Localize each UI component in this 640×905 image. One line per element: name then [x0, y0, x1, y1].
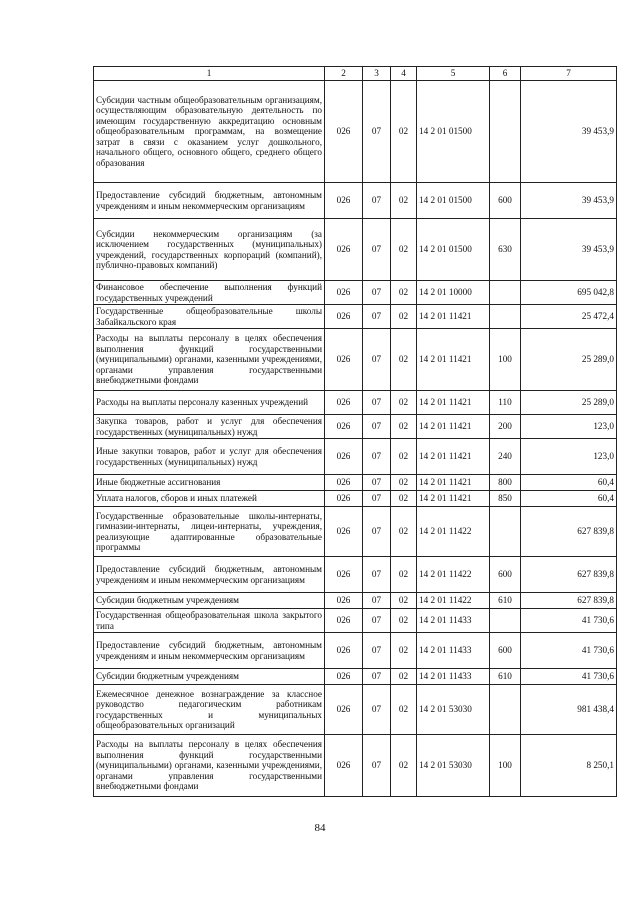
- row-expense-type-cell: [490, 305, 521, 329]
- row-target-article-cell: 14 2 01 01500: [417, 219, 490, 281]
- row-section-cell: 07: [363, 491, 391, 507]
- table-row: [94, 391, 617, 415]
- row-amount-cell: 25 289,0: [521, 391, 617, 415]
- row-grbs-cell: 026: [325, 281, 363, 305]
- row-subsection-cell: 02: [391, 219, 417, 281]
- row-name-cell: Государственные общеобразовательные школы Забайкальского края: [94, 305, 325, 329]
- row-subsection-cell: 02: [391, 183, 417, 219]
- row-expense-type-cell: 100: [490, 735, 521, 797]
- row-subsection-cell: 02: [391, 475, 417, 491]
- row-amount-cell: 695 042,8: [521, 281, 617, 305]
- row-expense-type-cell: [490, 609, 521, 633]
- table-row: [94, 305, 617, 329]
- row-name-cell: Субсидии бюджетным учреждениям: [94, 669, 325, 685]
- row-name-cell: Уплата налогов, сборов и иных платежей: [94, 491, 325, 507]
- row-grbs-cell: 026: [325, 557, 363, 593]
- row-name-cell: Предоставление субсидий бюджетным, автономным учреждениям и иным некоммерческим организациям: [94, 557, 325, 593]
- table-row: [94, 685, 617, 735]
- row-name-cell: Расходы на выплаты персоналу казенных учреждений: [94, 391, 325, 415]
- row-amount-cell: 627 839,8: [521, 507, 617, 557]
- row-subsection-cell: 02: [391, 491, 417, 507]
- table-row: [94, 81, 617, 183]
- row-section-cell: 07: [363, 281, 391, 305]
- row-target-article-cell: 14 2 01 11421: [417, 491, 490, 507]
- row-section-cell: 07: [363, 609, 391, 633]
- row-subsection-cell: 02: [391, 633, 417, 669]
- row-target-article-cell: 14 2 01 11421: [417, 391, 490, 415]
- row-name-cell: Предоставление субсидий бюджетным, автономным учреждениям и иным некоммерческим организациям: [94, 633, 325, 669]
- row-grbs-cell: 026: [325, 633, 363, 669]
- row-name-cell: Иные бюджетные ассигнования: [94, 475, 325, 491]
- row-subsection-cell: 02: [391, 669, 417, 685]
- row-target-article-cell: 14 2 01 11421: [417, 305, 490, 329]
- row-expense-type-cell: 110: [490, 391, 521, 415]
- row-expense-type-cell: 850: [490, 491, 521, 507]
- row-name-cell: Расходы на выплаты персоналу в целях обеспечения выполнения функций государственными (муниципальными) органами, казенными учреждениями, органами управления государственными внебюджетными фондами: [94, 329, 325, 391]
- row-target-article-cell: 14 2 01 53030: [417, 685, 490, 735]
- table-row: [94, 609, 617, 633]
- header-col-7: 7: [521, 67, 617, 81]
- table-row: [94, 415, 617, 439]
- row-target-article-cell: 14 2 01 53030: [417, 735, 490, 797]
- row-section-cell: 07: [363, 219, 391, 281]
- row-expense-type-cell: 610: [490, 669, 521, 685]
- row-amount-cell: 25 472,4: [521, 305, 617, 329]
- row-amount-cell: 123,0: [521, 439, 617, 475]
- row-name-cell: Государственные образовательные школы-интернаты, гимназии-интернаты, лицеи-интернаты, учреждения, реализующие адаптированные образовательные программы: [94, 507, 325, 557]
- row-grbs-cell: 026: [325, 183, 363, 219]
- row-target-article-cell: 14 2 01 11421: [417, 475, 490, 491]
- row-expense-type-cell: [490, 81, 521, 183]
- row-amount-cell: 981 438,4: [521, 685, 617, 735]
- row-subsection-cell: 02: [391, 507, 417, 557]
- row-amount-cell: 41 730,6: [521, 633, 617, 669]
- row-section-cell: 07: [363, 305, 391, 329]
- row-name-cell: Иные закупки товаров, работ и услуг для обеспечения государственных (муниципальных) нужд: [94, 439, 325, 475]
- row-expense-type-cell: 630: [490, 219, 521, 281]
- row-grbs-cell: 026: [325, 735, 363, 797]
- row-target-article-cell: 14 2 01 11433: [417, 609, 490, 633]
- row-grbs-cell: 026: [325, 669, 363, 685]
- row-grbs-cell: 026: [325, 391, 363, 415]
- header-col-6: 6: [490, 67, 521, 81]
- row-target-article-cell: 14 2 01 11421: [417, 415, 490, 439]
- row-name-cell: Ежемесячное денежное вознаграждение за классное руководство педагогическим работникам государственных и муниципальных общеобразовательных организаций: [94, 685, 325, 735]
- row-amount-cell: 60,4: [521, 475, 617, 491]
- row-section-cell: 07: [363, 391, 391, 415]
- row-name-cell: Государственная общеобразовательная школа закрытого типа: [94, 609, 325, 633]
- row-section-cell: 07: [363, 475, 391, 491]
- table-row: [94, 557, 617, 593]
- row-name-cell: Предоставление субсидий бюджетным, автономным учреждениям и иным некоммерческим организациям: [94, 183, 325, 219]
- row-target-article-cell: 14 2 01 01500: [417, 81, 490, 183]
- header-col-1: 1: [94, 67, 325, 81]
- table-row: [94, 735, 617, 797]
- row-target-article-cell: 14 2 01 11433: [417, 669, 490, 685]
- row-section-cell: 07: [363, 183, 391, 219]
- row-grbs-cell: 026: [325, 415, 363, 439]
- row-subsection-cell: 02: [391, 609, 417, 633]
- row-amount-cell: 60,4: [521, 491, 617, 507]
- row-grbs-cell: 026: [325, 81, 363, 183]
- row-expense-type-cell: 600: [490, 557, 521, 593]
- header-col-2: 2: [325, 67, 363, 81]
- row-name-cell: Закупка товаров, работ и услуг для обеспечения государственных (муниципальных) нужд: [94, 415, 325, 439]
- row-section-cell: 07: [363, 415, 391, 439]
- row-section-cell: 07: [363, 669, 391, 685]
- row-subsection-cell: 02: [391, 305, 417, 329]
- table-row: [94, 475, 617, 491]
- row-amount-cell: 25 289,0: [521, 329, 617, 391]
- row-grbs-cell: 026: [325, 593, 363, 609]
- row-section-cell: 07: [363, 507, 391, 557]
- row-target-article-cell: 14 2 01 11422: [417, 557, 490, 593]
- row-name-cell: Субсидии частным общеобразовательным организациям, осуществляющим образовательную деятельность по имеющим государственную аккредитацию основным общеобразовательным программам, на возмещение затрат в связи с оказанием услуг дошкольного, начального общего, основного общего, среднего общего образования: [94, 81, 325, 183]
- row-expense-type-cell: [490, 685, 521, 735]
- row-amount-cell: 627 839,8: [521, 557, 617, 593]
- table-body: [94, 81, 617, 797]
- table-row: [94, 507, 617, 557]
- row-amount-cell: 41 730,6: [521, 609, 617, 633]
- row-expense-type-cell: 800: [490, 475, 521, 491]
- row-grbs-cell: 026: [325, 685, 363, 735]
- row-subsection-cell: 02: [391, 415, 417, 439]
- row-amount-cell: 123,0: [521, 415, 617, 439]
- table-row: [94, 281, 617, 305]
- table-row: [94, 439, 617, 475]
- row-expense-type-cell: [490, 507, 521, 557]
- row-subsection-cell: 02: [391, 593, 417, 609]
- row-section-cell: 07: [363, 685, 391, 735]
- row-subsection-cell: 02: [391, 329, 417, 391]
- row-subsection-cell: 02: [391, 81, 417, 183]
- row-expense-type-cell: 600: [490, 183, 521, 219]
- row-section-cell: 07: [363, 439, 391, 475]
- row-section-cell: 07: [363, 81, 391, 183]
- row-subsection-cell: 02: [391, 391, 417, 415]
- header-col-5: 5: [417, 67, 490, 81]
- row-section-cell: 07: [363, 329, 391, 391]
- row-grbs-cell: 026: [325, 305, 363, 329]
- row-subsection-cell: 02: [391, 439, 417, 475]
- row-name-cell: Субсидии бюджетным учреждениям: [94, 593, 325, 609]
- row-expense-type-cell: 200: [490, 415, 521, 439]
- row-section-cell: 07: [363, 557, 391, 593]
- row-name-cell: Финансовое обеспечение выполнения функций государственных учреждений: [94, 281, 325, 305]
- row-target-article-cell: 14 2 01 11422: [417, 593, 490, 609]
- table-row: [94, 491, 617, 507]
- row-subsection-cell: 02: [391, 735, 417, 797]
- row-target-article-cell: 14 2 01 11421: [417, 439, 490, 475]
- table-header-row: [94, 67, 617, 81]
- row-subsection-cell: 02: [391, 685, 417, 735]
- row-target-article-cell: 14 2 01 10000: [417, 281, 490, 305]
- header-col-3: 3: [363, 67, 391, 81]
- row-expense-type-cell: 610: [490, 593, 521, 609]
- row-section-cell: 07: [363, 633, 391, 669]
- row-target-article-cell: 14 2 01 11421: [417, 329, 490, 391]
- table-row: [94, 669, 617, 685]
- row-amount-cell: 39 453,9: [521, 183, 617, 219]
- table-row: [94, 633, 617, 669]
- row-expense-type-cell: 600: [490, 633, 521, 669]
- row-target-article-cell: 14 2 01 01500: [417, 183, 490, 219]
- row-grbs-cell: 026: [325, 609, 363, 633]
- row-amount-cell: 8 250,1: [521, 735, 617, 797]
- table-row: [94, 219, 617, 281]
- row-section-cell: 07: [363, 593, 391, 609]
- row-target-article-cell: 14 2 01 11422: [417, 507, 490, 557]
- header-col-4: 4: [391, 67, 417, 81]
- row-grbs-cell: 026: [325, 219, 363, 281]
- row-amount-cell: 39 453,9: [521, 219, 617, 281]
- row-expense-type-cell: 100: [490, 329, 521, 391]
- row-subsection-cell: 02: [391, 557, 417, 593]
- row-amount-cell: 41 730,6: [521, 669, 617, 685]
- row-amount-cell: 39 453,9: [521, 81, 617, 183]
- row-grbs-cell: 026: [325, 439, 363, 475]
- row-name-cell: Расходы на выплаты персоналу в целях обеспечения выполнения функций государственными (муниципальными) органами, казенными учреждениями, органами управления государственными внебюджетными фондами: [94, 735, 325, 797]
- row-expense-type-cell: [490, 281, 521, 305]
- row-subsection-cell: 02: [391, 281, 417, 305]
- page-number: 84: [314, 822, 326, 834]
- table-row: [94, 183, 617, 219]
- row-grbs-cell: 026: [325, 475, 363, 491]
- table-row: [94, 329, 617, 391]
- row-target-article-cell: 14 2 01 11433: [417, 633, 490, 669]
- row-grbs-cell: 026: [325, 329, 363, 391]
- row-expense-type-cell: 240: [490, 439, 521, 475]
- row-grbs-cell: 026: [325, 507, 363, 557]
- row-grbs-cell: 026: [325, 491, 363, 507]
- budget-table: [93, 66, 617, 797]
- row-amount-cell: 627 839,8: [521, 593, 617, 609]
- row-section-cell: 07: [363, 735, 391, 797]
- table-row: [94, 593, 617, 609]
- row-name-cell: Субсидии некоммерческим организациям (за исключением государственных (муниципальных) учреждений, государственных корпораций (компаний), публично-правовых компаний): [94, 219, 325, 281]
